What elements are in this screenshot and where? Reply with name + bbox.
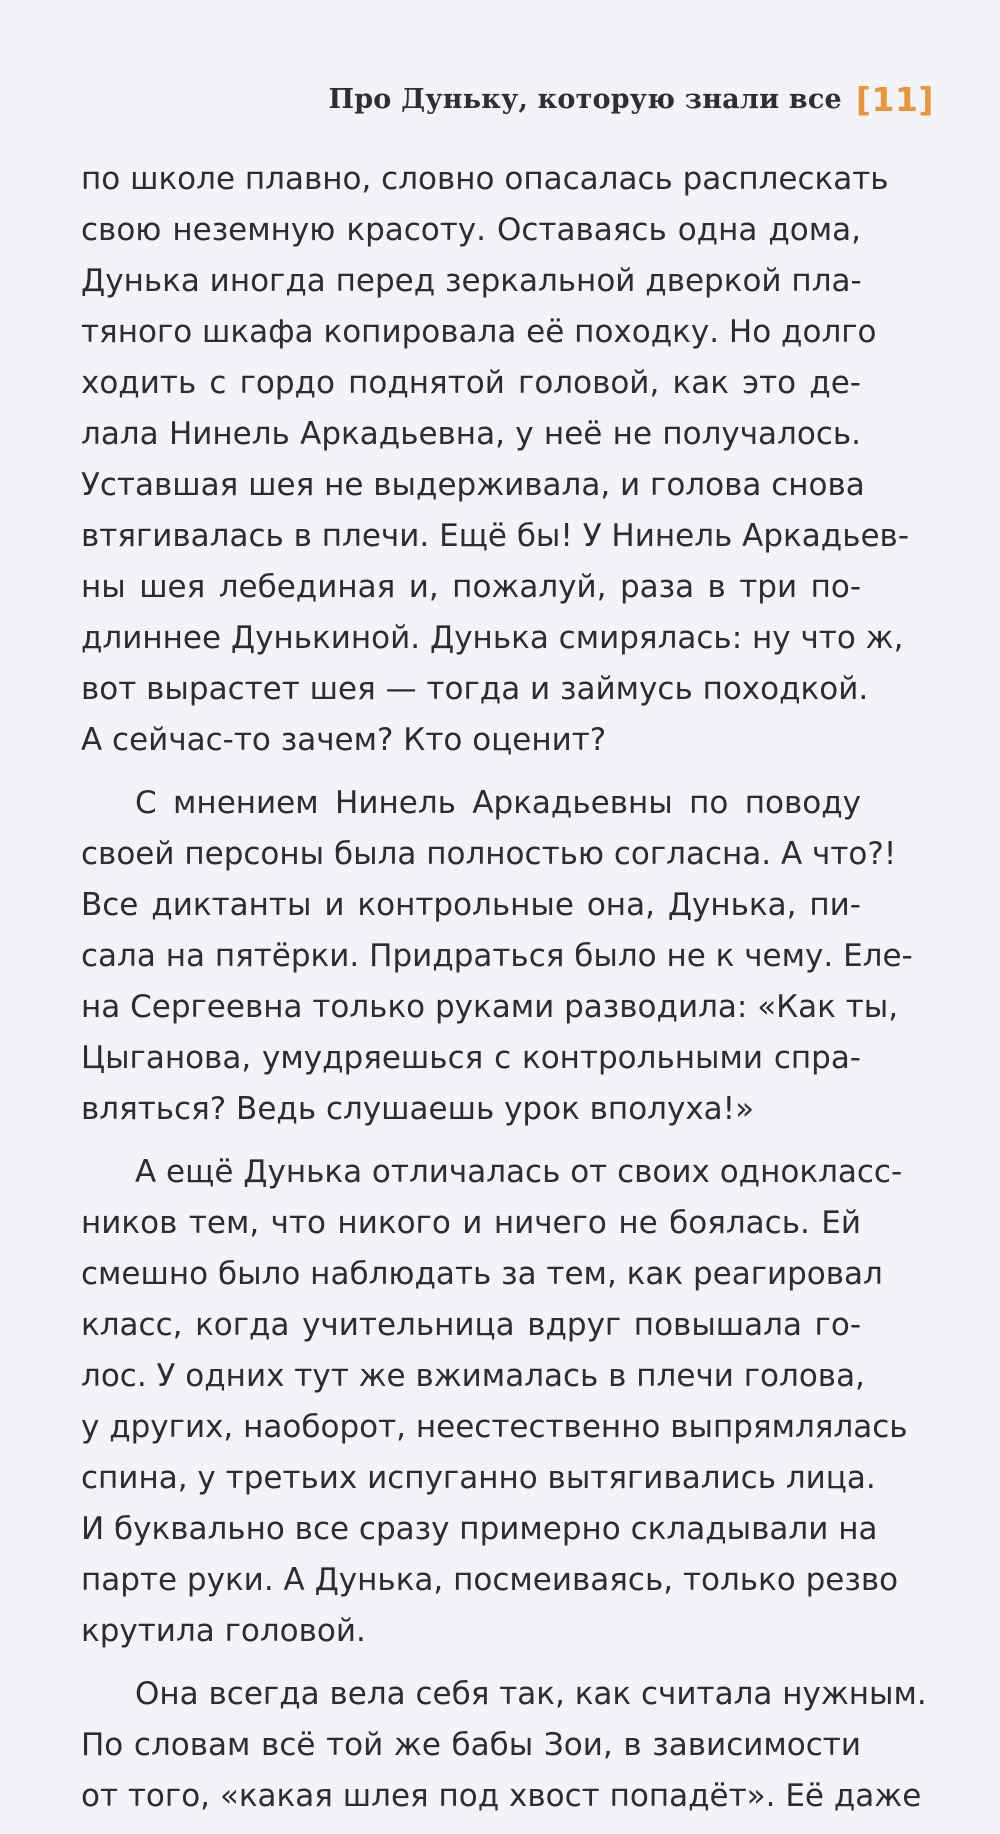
text-line: По словам всё той же бабы Зои, в зависимости [81, 1727, 861, 1763]
text-line: втягивалась в плечи. Ещё бы! У Нинель Аркадьев- [81, 518, 910, 554]
text-line: на Сергеевна только руками разводила: «Как ты, [81, 989, 899, 1025]
paragraph [81, 154, 910, 766]
text-line: лала Нинель Аркадьевна, у неё не получалось. [81, 416, 861, 452]
text-line: Дунька иногда перед зеркальной дверкой пла- [81, 263, 862, 299]
text-line: А сейчас-то зачем? Кто оценит? [81, 722, 607, 758]
text-line: тяного шкафа копировала её походку. Но долго [81, 314, 877, 350]
running-header [329, 80, 934, 119]
text-line: смешно было наблюдать за тем, как реагировал [81, 1256, 883, 1292]
text-line: С мнением Нинель Аркадьевны по поводу [135, 785, 861, 821]
text-line: сала на пятёрки. Придраться было не к чему. Еле- [81, 938, 913, 974]
text-line: спина, у третьих испуганно вытягивались лица. [81, 1460, 876, 1496]
text-line: А ещё Дунька отличалась от своих однокласс- [135, 1154, 903, 1190]
text-line: длиннее Дунькиной. Дунька смирялась: ну что ж, [81, 620, 904, 656]
text-line: своей персоны была полностью согласна. А что?! [81, 836, 897, 872]
text-line: Она всегда вела себя так, как считала нужным. [135, 1676, 927, 1712]
text-line: вот вырастет шея — тогда и займусь походкой. [81, 671, 869, 707]
text-line: Уставшая шея не выдерживала, и голова снова [81, 467, 865, 503]
text-line: И буквально все сразу примерно складывали на [81, 1511, 878, 1547]
text-line: лос. У одних тут же вжималась в плечи голова, [81, 1358, 865, 1394]
text-line: класс, когда учительница вдруг повышала го- [81, 1307, 861, 1343]
body-text [81, 154, 927, 1834]
text-line: у других, наоборот, неестественно выпрямлялась [81, 1409, 908, 1445]
text-line: Все диктанты и контрольные она, Дунька, пи- [81, 887, 861, 923]
text-line: парте руки. А Дунька, посмеиваясь, только резво [81, 1562, 899, 1598]
text-line: ходить с гордо поднятой головой, как это де- [81, 365, 861, 401]
text-line: от того, «какая шлея под хвост попадёт». Её даже [81, 1778, 922, 1814]
text-line: вляться? Ведь слушаешь урок вполуха!» [81, 1091, 755, 1127]
text-line: ны шея лебединая и, пожалуй, раза в три по- [81, 569, 861, 605]
paragraph [81, 1147, 908, 1657]
paragraph [81, 1669, 927, 1822]
paragraph [81, 778, 913, 1135]
text-line: по школе плавно, словно опасалась расплескать [81, 161, 889, 197]
text-line: ников тем, что никого и ничего не боялась. Ей [81, 1205, 861, 1241]
text-line: свою неземную красоту. Оставаясь одна дома, [81, 212, 861, 248]
page-number: [11] [855, 80, 934, 119]
text-line: Цыганова, умудряешься с контрольными спра- [81, 1040, 861, 1076]
chapter-title: Про Дуньку, которую знали все [328, 84, 842, 115]
text-line: крутила головой. [81, 1613, 366, 1649]
